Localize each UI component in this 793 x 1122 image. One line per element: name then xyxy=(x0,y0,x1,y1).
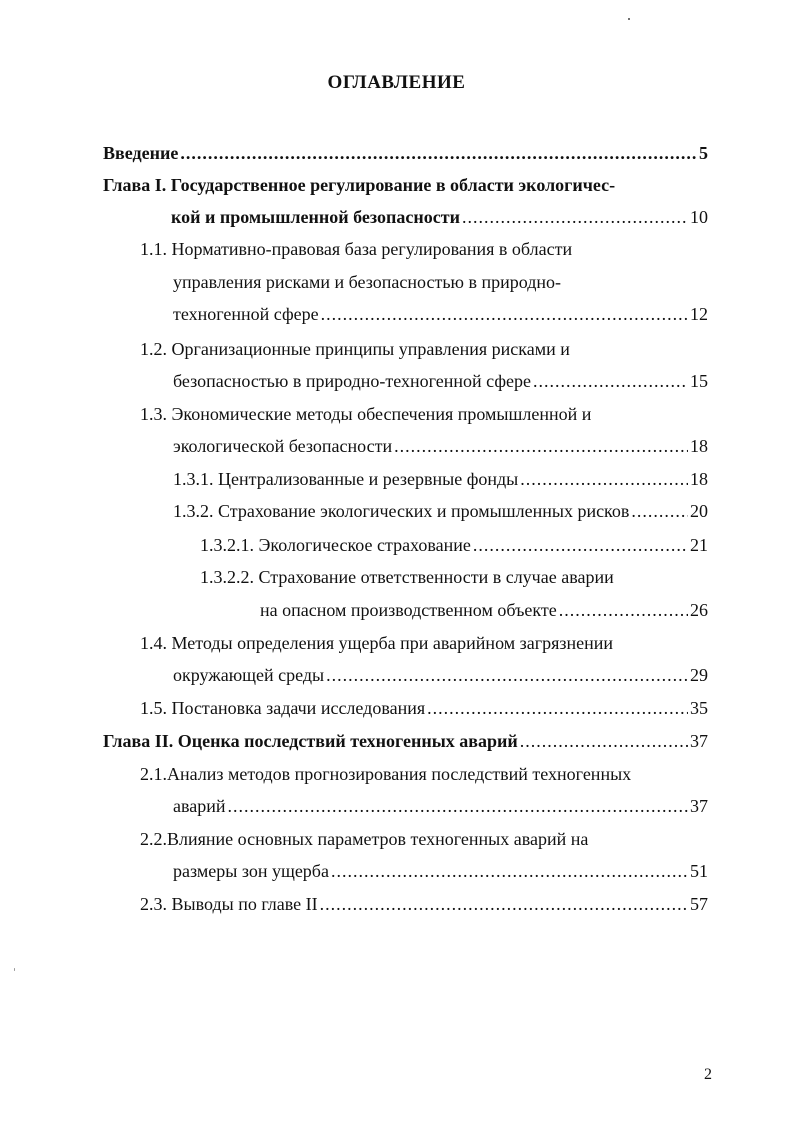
entry-page: 18 xyxy=(690,436,708,456)
toc-entry-1-1-line3 xyxy=(173,299,708,329)
entry-page: 15 xyxy=(690,371,708,391)
toc-entry-introduction xyxy=(103,138,708,168)
toc-title: ОГЛАВЛЕНИЕ xyxy=(327,72,466,93)
entry-page: 5 xyxy=(699,143,708,163)
dot-leader xyxy=(473,530,688,560)
toc-entry-1-3-line1: 1.3. Экономические методы обеспечения промышленной и xyxy=(140,404,592,424)
dot-leader xyxy=(520,464,688,494)
toc-entry-1-1-line1: 1.1. Нормативно-правовая база регулирования в области xyxy=(140,239,573,259)
toc-entry-1-3-line2 xyxy=(173,431,708,461)
toc-entry-1-3-2-1 xyxy=(200,530,708,560)
entry-page: 20 xyxy=(690,501,708,521)
dot-leader xyxy=(320,889,688,919)
entry-page: 18 xyxy=(690,469,708,489)
dot-leader xyxy=(631,496,688,526)
toc-entry-1-4-line1: 1.4. Методы определения ущерба при аварийном загрязнении xyxy=(140,633,614,653)
entry-page: 21 xyxy=(690,535,708,555)
entry-text: 1.5. Постановка задачи исследования xyxy=(140,698,426,718)
dot-leader xyxy=(559,595,688,625)
toc-entry-1-3-2-2-line1: 1.3.2.2. Страхование ответственности в случае аварии xyxy=(200,567,614,587)
entry-text: 1.3.2.1. Экологическое страхование xyxy=(200,535,471,555)
entry-page: 29 xyxy=(690,665,708,685)
toc-entry-1-3-2-2-line2 xyxy=(260,595,708,625)
toc-entry-chapter2 xyxy=(103,726,708,756)
entry-page: 35 xyxy=(690,698,708,718)
entry-page: 51 xyxy=(690,861,708,881)
dot-leader xyxy=(462,202,688,232)
entry-text: техногенной сфере xyxy=(173,304,319,324)
entry-page: 57 xyxy=(690,894,708,914)
entry-text: на опасном производственном объекте xyxy=(260,600,557,620)
dot-leader xyxy=(533,366,688,396)
toc-entry-2-1-line2 xyxy=(173,791,708,821)
entry-text: 2.3. Выводы по главе II xyxy=(140,894,318,914)
toc-entry-2-3 xyxy=(140,889,708,919)
toc-entry-1-4-line2 xyxy=(173,660,708,690)
toc-entry-1-2-line2 xyxy=(173,366,708,396)
entry-page: 37 xyxy=(690,796,708,816)
entry-text: кой и промышленной безопасности xyxy=(171,207,460,227)
dot-leader xyxy=(321,299,688,329)
entry-text: экологической безопасности xyxy=(173,436,393,456)
toc-entry-2-2-line2 xyxy=(173,856,708,886)
entry-page: 12 xyxy=(690,304,708,324)
entry-page: 10 xyxy=(690,207,708,227)
dot-leader xyxy=(427,693,688,723)
toc-entry-chapter1-line1: Глава I. Государственное регулирование в области экологичес- xyxy=(103,175,616,195)
toc-entry-1-1-line2: управления рисками и безопасностью в природно- xyxy=(173,272,562,292)
dot-leader xyxy=(394,431,688,461)
entry-text: 1.3.2. Страхование экологических и промышленных рисков xyxy=(173,501,630,521)
entry-text: аварий xyxy=(173,796,226,816)
dot-leader xyxy=(228,791,688,821)
toc-entry-1-5 xyxy=(140,693,708,723)
dot-leader xyxy=(180,138,697,168)
scan-speck xyxy=(628,18,630,20)
toc-entry-2-1-line1: 2.1.Анализ методов прогнозирования последствий техногенных xyxy=(140,764,632,784)
entry-page: 37 xyxy=(690,731,708,751)
toc-entry-1-2-line1: 1.2. Организационные принципы управления рисками и xyxy=(140,339,570,359)
scan-speck xyxy=(14,968,15,971)
dot-leader xyxy=(331,856,688,886)
entry-text: 1.3.1. Централизованные и резервные фонды xyxy=(173,469,519,489)
entry-text: Введение xyxy=(103,143,179,163)
entry-text: размеры зон ущерба xyxy=(173,861,329,881)
entry-text: безопасностью в природно-техногенной сфере xyxy=(173,371,532,391)
entry-page: 26 xyxy=(690,600,708,620)
toc-entry-chapter1-line2 xyxy=(171,202,708,232)
toc-entry-1-3-1 xyxy=(173,464,708,494)
dot-leader xyxy=(520,726,688,756)
toc-entry-1-3-2 xyxy=(173,496,708,526)
entry-text: окружающей среды xyxy=(173,665,325,685)
dot-leader xyxy=(326,660,688,690)
toc-entry-2-2-line1: 2.2.Влияние основных параметров техногенных аварий на xyxy=(140,829,589,849)
page-number: 2 xyxy=(704,1066,712,1083)
entry-text: Глава II. Оценка последствий техногенных аварий xyxy=(103,731,518,751)
